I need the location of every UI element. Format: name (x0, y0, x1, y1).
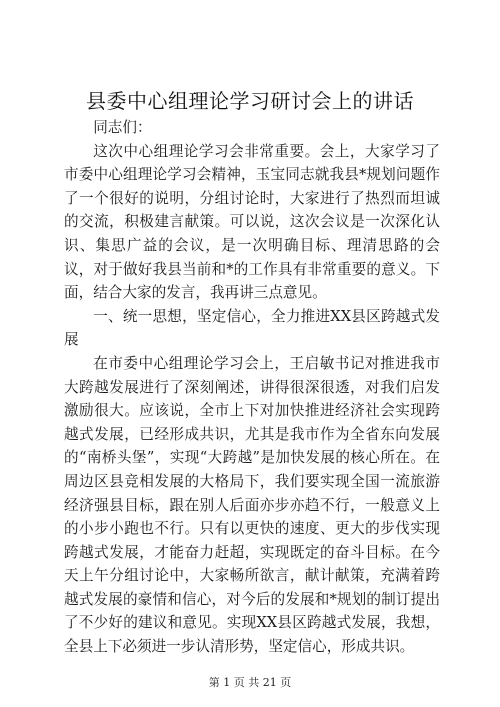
document-title: 县委中心组理论学习研讨会上的讲话 (86, 89, 414, 113)
salutation: 同志们： (93, 119, 152, 136)
section-heading: 一、统一思想，坚定信心，全力推进XX县区跨越式发展 (64, 307, 440, 349)
body-paragraph-intro: 这次中心组理论学习会非常重要。会上，大家学习了市委中心组理论学习会精神，玉宝同志就我县*规划问题作了一个很好的说明，分组讨论时，大家进行了热烈而坦诚的交流，积极建言献策。可以说，这次会议是一次深化认识、集思广益的会议，是一次明确目标、理清思路的会议，对于做好我县当前和*的工作具有非常重要的意义。下面，结合大家的发言，我再讲三点意见。 (64, 142, 440, 302)
document-body (64, 116, 440, 659)
body-paragraph-section-one: 在市委中心组理论学习会上，王启敏书记对推进我市大跨越发展进行了深刻阐述，讲得很深很透，对我们启发激励很大。应该说，全市上下对加快推进经济社会实现跨越式发展，已经形成共识，尤其是我市作为全省东向发展的“南桥头堡”，实现“大跨越”是加快发展的核心所在。在周边区县竞相发展的大格局下，我们要实现全国一流旅游经济强县目标，跟在别人后面亦步亦趋不行，一般意义上的小步小跑也不行。只有以更快的速度、更大的步伐实现跨越式发展，才能奋力赶超，实现既定的奋斗目标。在今天上午分组讨论中，大家畅所欲言，献计献策，充满着跨越式发展的豪情和信心，对今后的发展和*规划的制订提出了不少好的建议和意见。实现XX县区跨越式发展，我想，全县上下必须进一步认清形势，坚定信心，形成共识。 (64, 354, 440, 656)
page-number-footer: 第 1 页 共 21 页 (208, 676, 292, 689)
